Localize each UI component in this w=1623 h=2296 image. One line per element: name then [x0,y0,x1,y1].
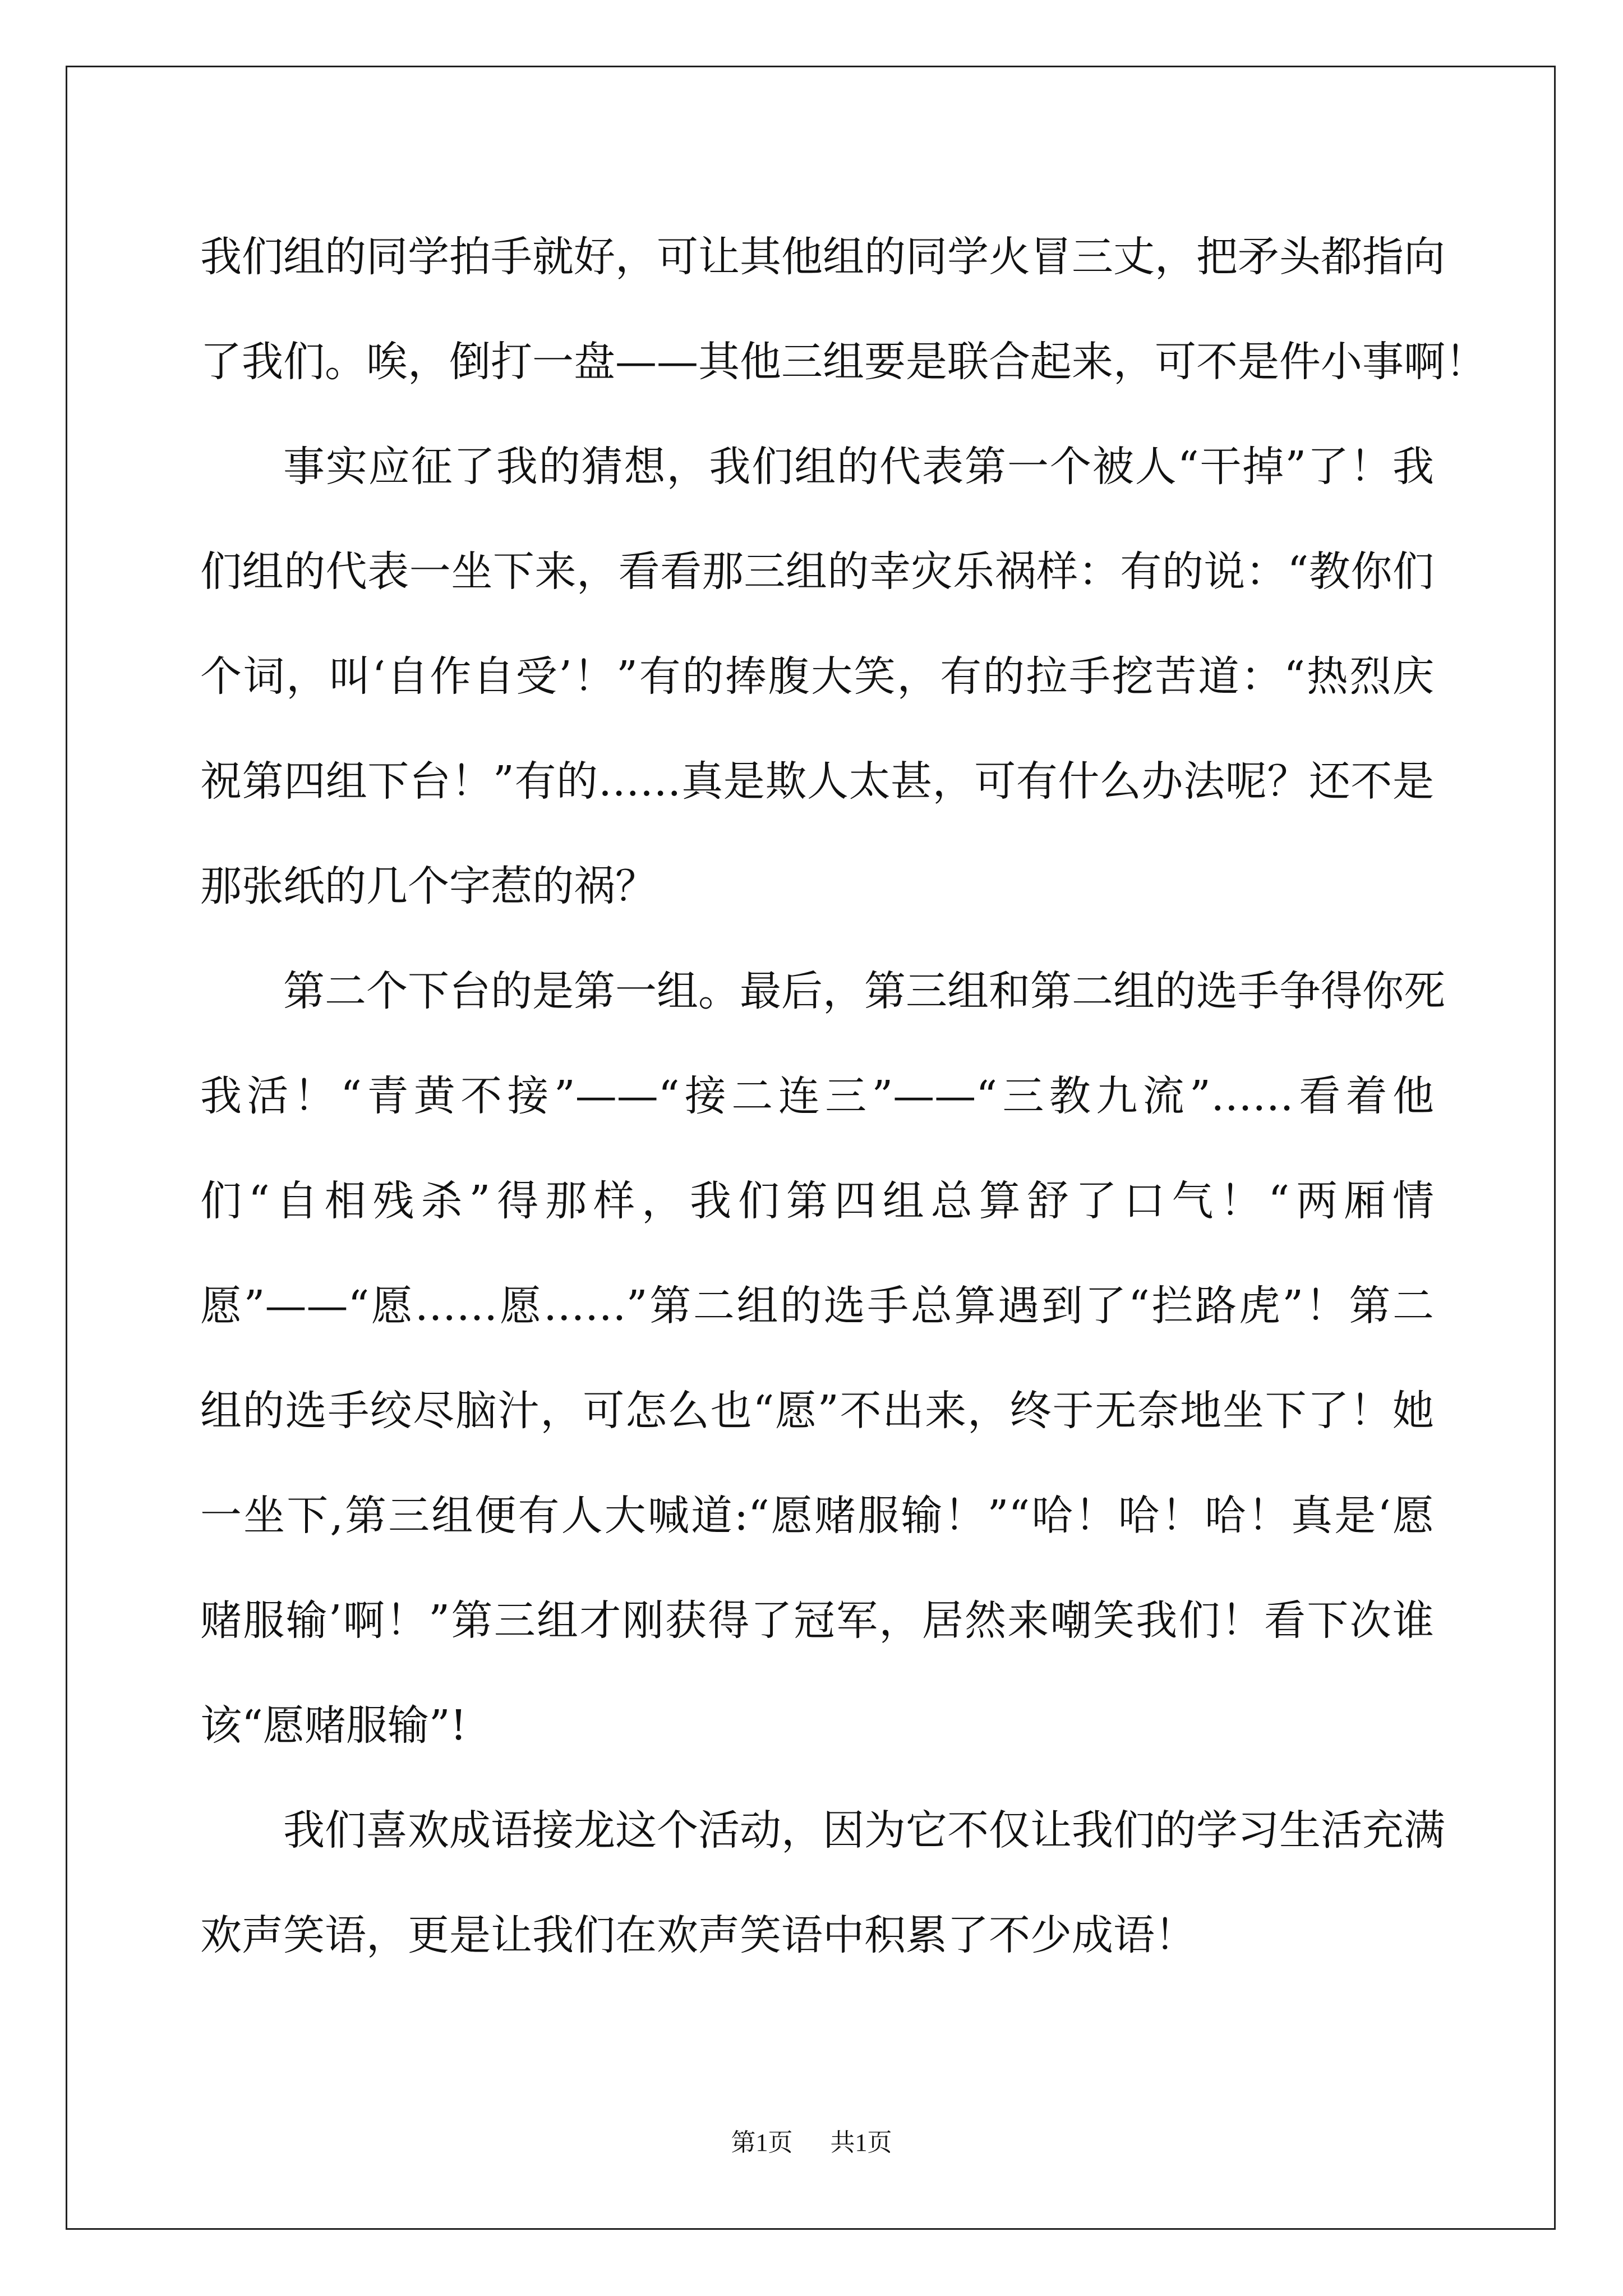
text-line: 了我们。唉，倒打一盘——其他三组要是联合起来，可不是件小事啊！ [200,338,1487,386]
text-line: 个词，叫‘自作自受’！”有的捧腹大笑，有的拉手挖苦道：“热烈庆 [200,652,1434,701]
text-line: 一坐下,第三组便有人大喊道:“愿赌服输！”“哈！哈！哈！真是‘愿 [200,1492,1434,1540]
text-line: 们“自相残杀”得那样，我们第四组总算舒了口气！“两厢情 [200,1177,1434,1225]
text-line: 第二个下台的是第一组。最后，第三组和第二组的选手争得你死 [283,967,1445,1015]
text-line: 该“愿赌服输”! [200,1701,467,1750]
page-total: 共1页 [830,2129,892,2156]
text-line: 愿”——“愿……愿……”第二组的选手总算遇到了“拦路虎”！第二 [200,1282,1434,1330]
text-line: 组的选手绞尽脑汁，可怎么也“愿”不出来，终于无奈地坐下了！她 [200,1387,1434,1435]
text-line: 我活！“青黄不接”——“接二连三”——“三教九流”……看着他 [200,1072,1434,1120]
text-line: 们组的代表一坐下来，看看那三组的幸灾乐祸样：有的说：“教你们 [200,547,1434,596]
text-line: 那张纸的几个字惹的祸？ [200,862,657,910]
page-number: 第1页 [731,2129,793,2156]
text-line: 我们组的同学拍手就好，可让其他组的同学火冒三丈，把矛头都指向 [200,233,1445,281]
text-line: 欢声笑语，更是让我们在欢声笑语中积累了不少成语！ [200,1911,1196,1959]
page-footer [0,2126,1623,2160]
text-line: 我们喜欢成语接龙这个活动，因为它不仅让我们的学习生活充满 [283,1806,1445,1855]
text-line: 事实应征了我的猜想，我们组的代表第一个被人“干掉”了！我 [283,443,1434,491]
text-line: 赌服输’啊！”第三组才刚获得了冠军，居然来嘲笑我们！看下次谁 [200,1596,1434,1645]
document-body [200,205,1487,1988]
text-line: 祝第四组下台！”有的……真是欺人太甚，可有什么办法呢？还不是 [200,757,1434,806]
